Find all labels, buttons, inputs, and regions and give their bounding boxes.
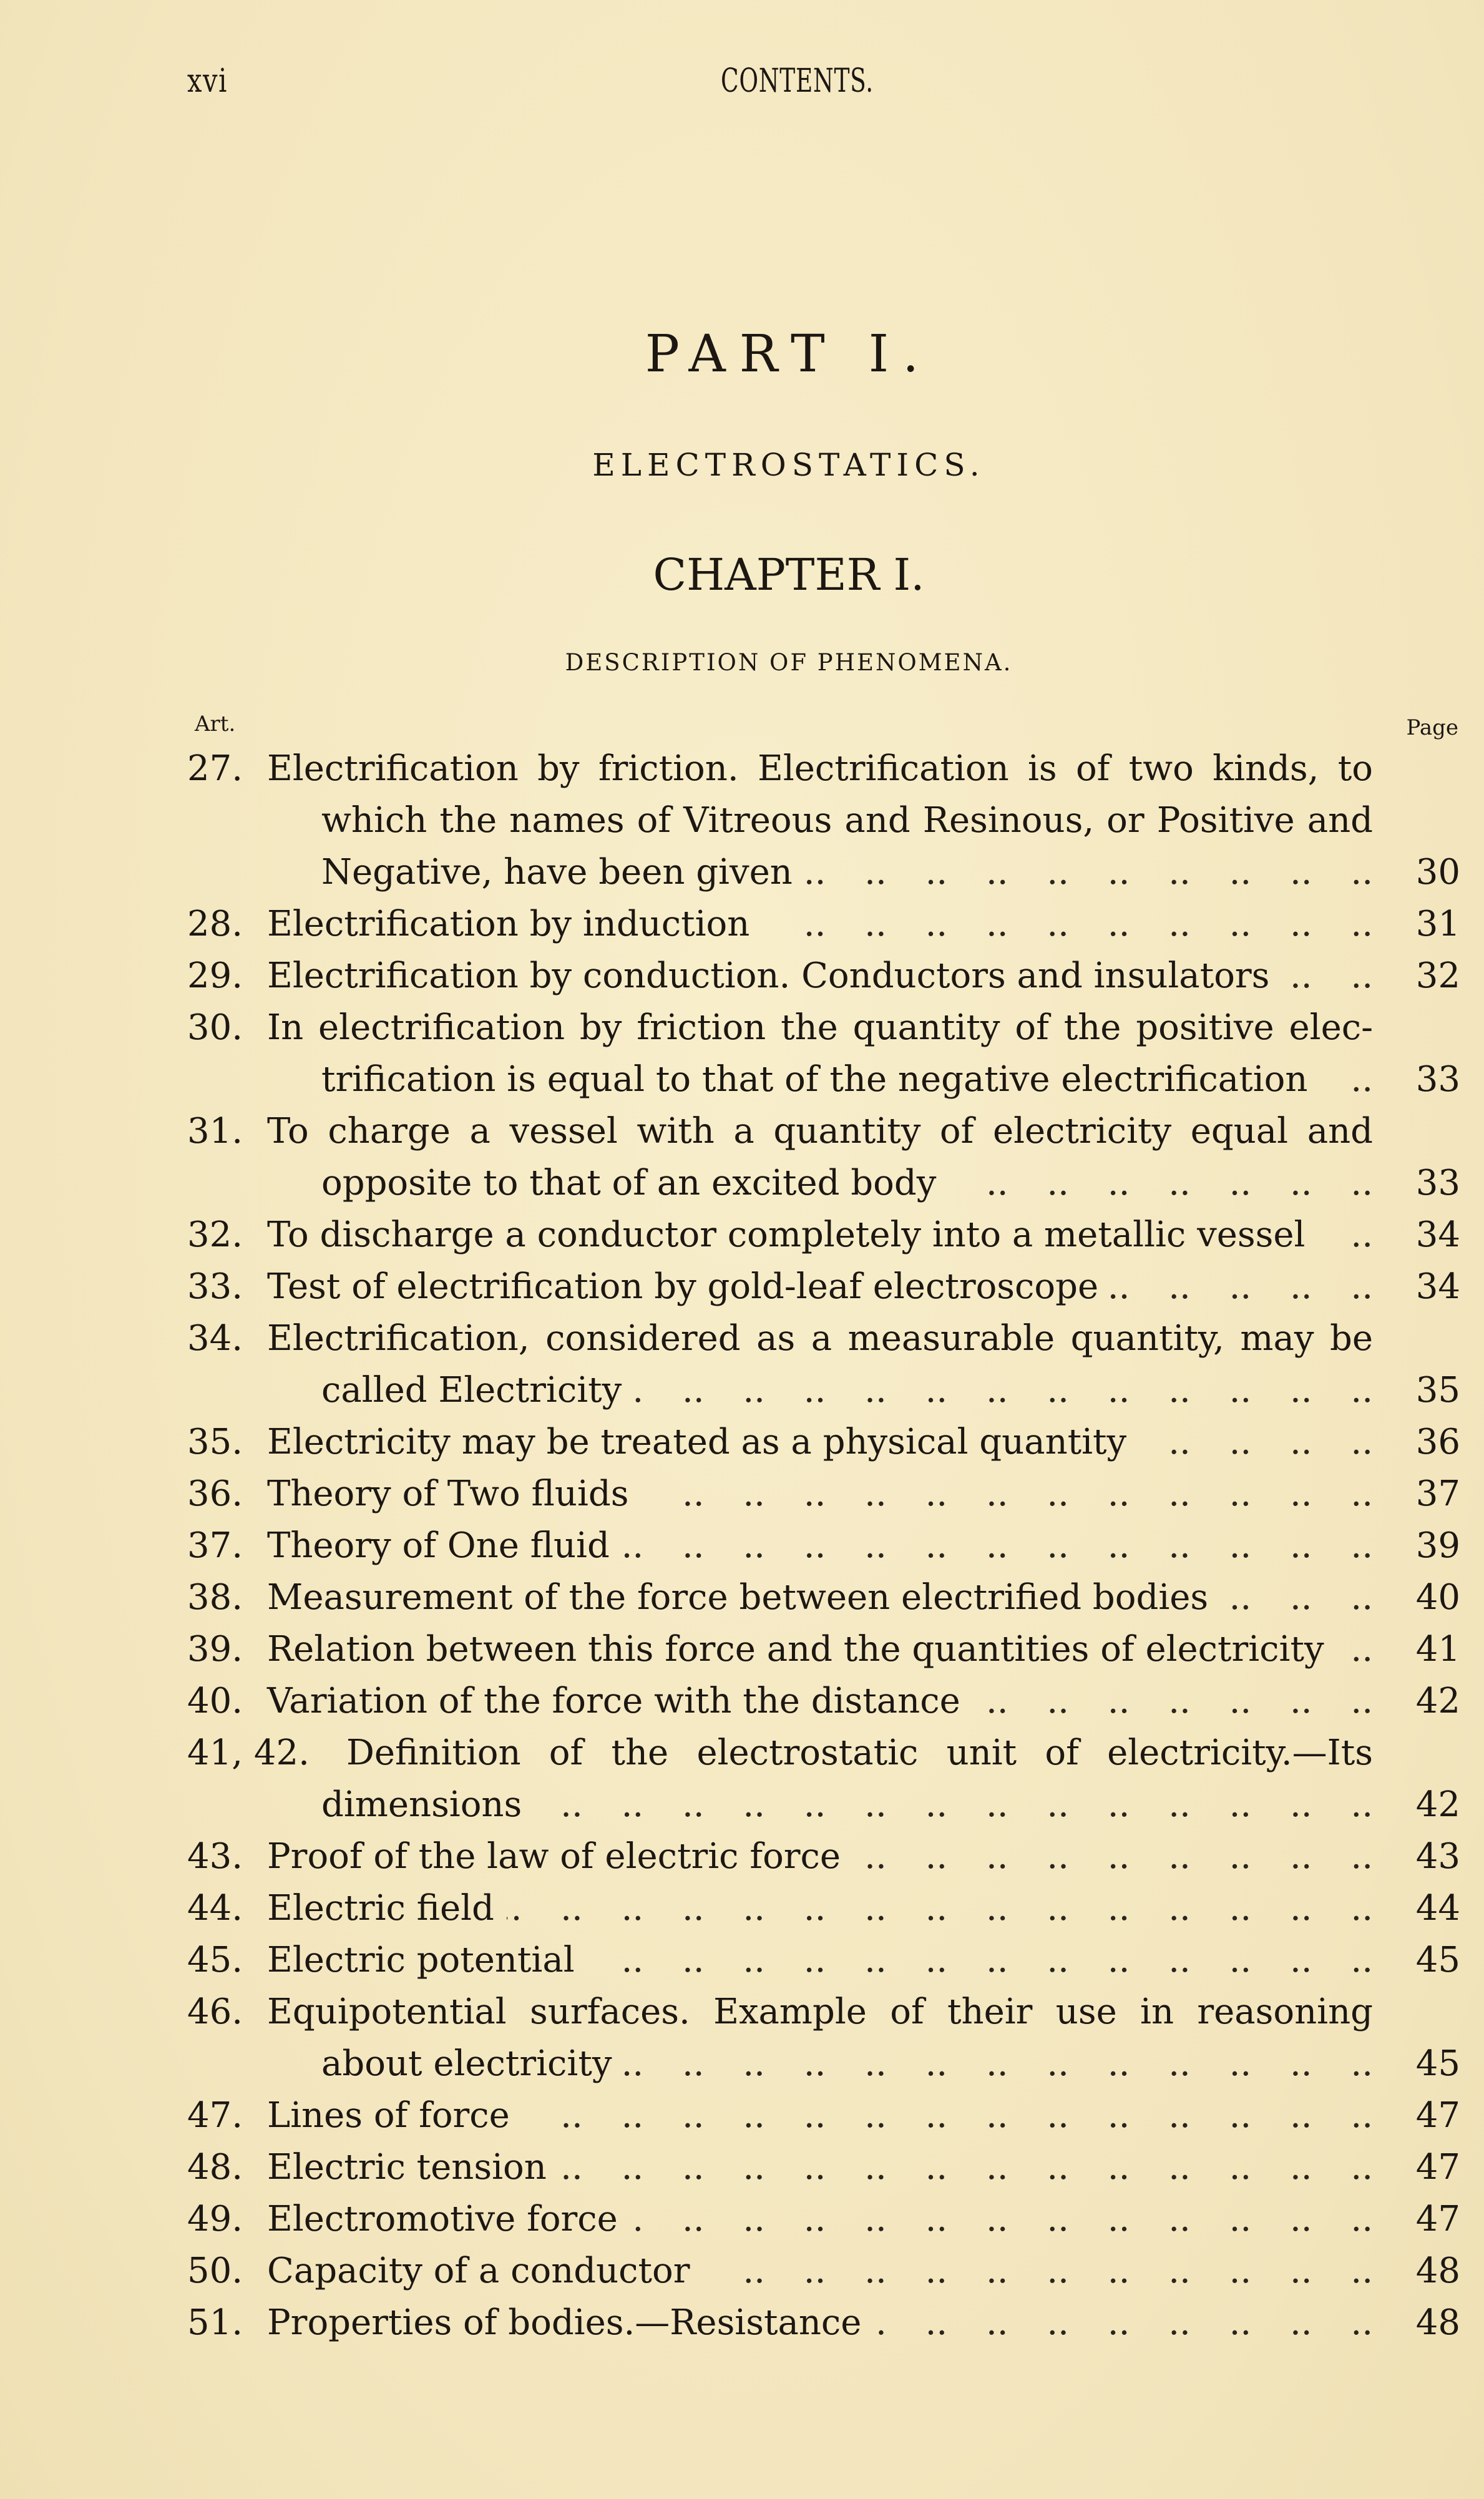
article-number: 31. — [187, 1111, 243, 1152]
page-number: 48 — [1415, 2251, 1460, 2291]
dot-leader — [1317, 1209, 1373, 1261]
article-number: 32. — [187, 1215, 243, 1255]
toc-entry — [187, 1468, 1460, 1520]
article-number: 45. — [187, 1940, 243, 1980]
page-number: 45 — [1415, 2043, 1460, 2084]
entry-text: Electrification by conduction. Conductors and insulators — [267, 956, 1270, 996]
entry-text: Electromotive force — [267, 2199, 618, 2239]
toc-entry — [187, 1261, 1460, 1313]
dot-leader — [1139, 1416, 1373, 1468]
entry-text: Electric tension — [267, 2147, 547, 2188]
toc-entry — [187, 1882, 1460, 1934]
toc-entry — [187, 1002, 1460, 1105]
part-title: PART I. — [645, 325, 933, 384]
toc-entry — [187, 1572, 1460, 1623]
page-folio: xvi — [187, 62, 228, 100]
page-number: 44 — [1415, 1888, 1460, 1929]
entry-text: To discharge a conductor completely into a metallic vessel — [267, 1215, 1306, 1255]
entry-text: Properties of bodies.—Resistance — [267, 2302, 862, 2343]
page-number: 34 — [1415, 1215, 1460, 1255]
article-number: 27. — [187, 748, 243, 789]
page-number: 36 — [1415, 1422, 1460, 1462]
dot-leader — [805, 846, 1373, 898]
page-number: 31 — [1415, 904, 1460, 944]
dot-leader — [630, 2193, 1373, 2245]
page-number: 41 — [1415, 1629, 1460, 1670]
page-number: 35 — [1415, 1370, 1460, 1411]
page-number: 42 — [1415, 1784, 1460, 1825]
chapter-title: CHAPTER I. — [653, 549, 925, 600]
dot-leader — [1221, 1572, 1373, 1623]
dot-leader — [973, 1675, 1373, 1727]
article-number: 37. — [187, 1525, 243, 1566]
toc-entry — [187, 1209, 1460, 1261]
page-number: 43 — [1415, 1836, 1460, 1877]
page-number: 30 — [1415, 852, 1460, 893]
entry-text: Theory of One fluid — [267, 1525, 610, 1566]
toc-entry — [187, 898, 1460, 950]
chapter-subtitle: DESCRIPTION OF PHENOMENA. — [565, 649, 1013, 676]
page-number: 47 — [1415, 2095, 1460, 2136]
dot-leader — [703, 2245, 1373, 2297]
entry-text: To charge a vessel with a quantity of electricity equal and — [267, 1111, 1373, 1152]
page-number: 32 — [1415, 956, 1460, 996]
article-number: 29. — [187, 956, 243, 996]
entry-text-continued: opposite to that of an excited body — [321, 1163, 937, 1203]
running-head — [0, 62, 1484, 112]
article-column-heading: Art. — [195, 712, 236, 736]
dot-leader — [1320, 1054, 1373, 1105]
entry-text: Variation of the force with the distance — [267, 1681, 960, 1721]
dot-leader — [587, 1934, 1373, 1986]
article-number: 41, 42. — [187, 1733, 310, 1773]
entry-text: Definition of the electrostatic unit of electricity.—Its — [346, 1733, 1373, 1773]
article-number: 51. — [187, 2302, 243, 2343]
toc-entry — [187, 1831, 1460, 1882]
toc-entry — [187, 1105, 1460, 1209]
entry-text: Measurement of the force between electrified bodies — [267, 1577, 1209, 1618]
page-number: 40 — [1415, 1577, 1460, 1618]
article-number: 48. — [187, 2147, 243, 2188]
table-of-contents — [187, 743, 1460, 2349]
toc-entry — [187, 1986, 1460, 2090]
entry-text-continued: dimensions — [321, 1784, 522, 1825]
dot-leader — [559, 2141, 1373, 2193]
toc-entry — [187, 2193, 1460, 2245]
dot-leader — [949, 1157, 1373, 1209]
entry-text: Electric potential — [267, 1940, 575, 1980]
article-number: 47. — [187, 2095, 243, 2136]
toc-entry — [187, 2245, 1460, 2297]
page-number: 47 — [1415, 2147, 1460, 2188]
dot-leader — [641, 1468, 1373, 1520]
article-number: 43. — [187, 1836, 243, 1877]
toc-entry — [187, 1675, 1460, 1727]
entry-text: Electricity may be treated as a physical quantity — [267, 1422, 1127, 1462]
running-title: CONTENTS. — [721, 62, 874, 100]
entry-text-continued: trification is equal to that of the negative electrification — [321, 1059, 1308, 1100]
article-number: 49. — [187, 2199, 243, 2239]
page-number: 42 — [1415, 1681, 1460, 1721]
toc-entry — [187, 1623, 1460, 1675]
article-number: 34. — [187, 1318, 243, 1359]
toc-entry — [187, 1520, 1460, 1572]
entry-text: In electrification by friction the quantity of the positive elec- — [267, 1007, 1373, 1048]
entry-text: Lines of force — [267, 2095, 510, 2136]
part-subject: ELECTROSTATICS. — [592, 447, 985, 483]
dot-leader — [624, 2038, 1373, 2090]
article-number: 35. — [187, 1422, 243, 1462]
toc-entry — [187, 2141, 1460, 2193]
toc-entry — [187, 1416, 1460, 1468]
entry-text-continued: called Electricity — [321, 1370, 622, 1411]
page-number: 45 — [1415, 1940, 1460, 1980]
article-number: 46. — [187, 1992, 243, 2032]
entry-text: Electric field — [267, 1888, 494, 1929]
dot-leader — [507, 1882, 1373, 1934]
toc-entry — [187, 2297, 1460, 2349]
page-number: 34 — [1415, 1266, 1460, 1307]
entry-text: Electrification by induction — [267, 904, 750, 944]
page-number: 39 — [1415, 1525, 1460, 1566]
entry-text: Equipotential surfaces. Example of their use in reasoning — [267, 1992, 1373, 2032]
page-column-heading: Page — [1406, 715, 1458, 740]
dot-leader — [534, 1779, 1373, 1831]
entry-text: Theory of Two fluids — [267, 1474, 629, 1514]
dot-leader — [622, 1520, 1373, 1572]
dot-leader — [1111, 1261, 1373, 1313]
page-number: 33 — [1415, 1163, 1460, 1203]
article-number: 30. — [187, 1007, 243, 1048]
dot-leader — [853, 1831, 1373, 1882]
entry-text: Test of electrification by gold-leaf electroscope — [267, 1266, 1099, 1307]
dot-leader — [1282, 950, 1373, 1002]
dot-leader — [634, 1364, 1373, 1416]
entry-text: Electrification by friction. Electrification is of two kinds, to — [267, 748, 1373, 789]
toc-entry — [187, 950, 1460, 1002]
article-number: 50. — [187, 2251, 243, 2291]
entry-text-continued: which the names of Vitreous and Resinous, or Positive and — [321, 800, 1373, 841]
toc-entry — [187, 1727, 1460, 1831]
entry-text: Capacity of a conductor — [267, 2251, 690, 2291]
toc-entry — [187, 1313, 1460, 1416]
article-number: 44. — [187, 1888, 243, 1929]
article-number: 28. — [187, 904, 243, 944]
column-headings — [195, 712, 1458, 743]
page-number: 33 — [1415, 1059, 1460, 1100]
article-number: 36. — [187, 1474, 243, 1514]
page-number: 37 — [1415, 1474, 1460, 1514]
toc-entry — [187, 2090, 1460, 2141]
article-number: 40. — [187, 1681, 243, 1721]
article-number: 38. — [187, 1577, 243, 1618]
dot-leader — [762, 898, 1373, 950]
page-number: 47 — [1415, 2199, 1460, 2239]
dot-leader — [522, 2090, 1373, 2141]
entry-text: Relation between this force and the quantities of electricity — [267, 1629, 1324, 1670]
article-number: 39. — [187, 1629, 243, 1670]
toc-entry — [187, 1934, 1460, 1986]
entry-text: Electrification, considered as a measurable quantity, may be — [267, 1318, 1373, 1359]
entry-text: Proof of the law of electric force — [267, 1836, 841, 1877]
entry-text-continued: about electricity — [321, 2043, 612, 2084]
dot-leader — [1337, 1623, 1373, 1675]
dot-leader — [874, 2297, 1373, 2349]
entry-text-continued: Negative, have been given — [321, 852, 793, 893]
page-number: 48 — [1415, 2302, 1460, 2343]
article-number: 33. — [187, 1266, 243, 1307]
toc-entry — [187, 743, 1460, 898]
